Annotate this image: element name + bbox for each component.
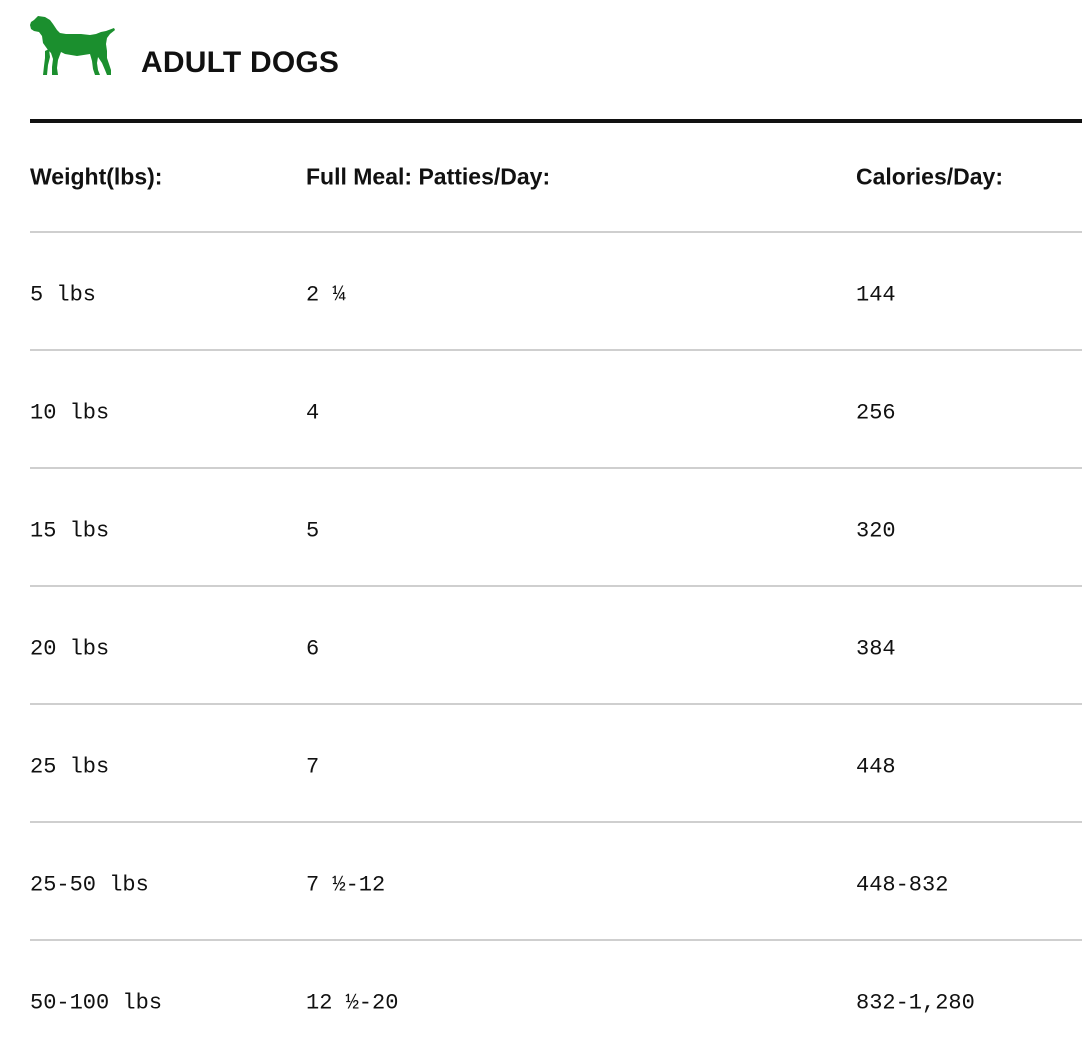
calories-cell: 320	[856, 518, 896, 544]
table-row	[30, 587, 1082, 705]
dog-icon	[29, 14, 116, 77]
weight-cell: 10 lbs	[30, 400, 110, 426]
section-header	[0, 0, 1082, 124]
patties-cell: 5	[306, 518, 320, 544]
table-row	[30, 823, 1082, 941]
calories-cell: 384	[856, 636, 896, 662]
feeding-table	[30, 123, 1082, 1052]
weight-cell: 15 lbs	[30, 518, 110, 544]
weight-cell: 5 lbs	[30, 282, 97, 308]
column-header-calories: Calories/Day:	[856, 163, 1004, 190]
page-title: ADULT DOGS	[141, 46, 340, 79]
patties-cell: 6	[306, 636, 320, 662]
calories-cell: 448	[856, 754, 896, 780]
calories-cell: 144	[856, 282, 896, 308]
patties-cell: 7	[306, 754, 320, 780]
table-row	[30, 351, 1082, 469]
table-row	[30, 705, 1082, 823]
calories-cell: 448-832	[856, 872, 949, 898]
weight-cell: 20 lbs	[30, 636, 110, 662]
table-row	[30, 941, 1082, 1052]
column-header-patties: Full Meal: Patties/Day:	[306, 163, 551, 190]
table-row	[30, 233, 1082, 351]
table-row	[30, 469, 1082, 587]
table-header-row	[30, 123, 1082, 233]
weight-cell: 25 lbs	[30, 754, 110, 780]
weight-cell: 25-50 lbs	[30, 872, 149, 898]
column-header-weight: Weight(lbs):	[30, 163, 163, 190]
patties-cell: 4	[306, 400, 320, 426]
patties-cell: 7 ½-12	[306, 872, 386, 898]
patties-cell: 12 ½-20	[306, 990, 399, 1016]
calories-cell: 832-1,280	[856, 990, 975, 1016]
patties-cell: 2 ¼	[306, 282, 346, 308]
calories-cell: 256	[856, 400, 896, 426]
weight-cell: 50-100 lbs	[30, 990, 163, 1016]
